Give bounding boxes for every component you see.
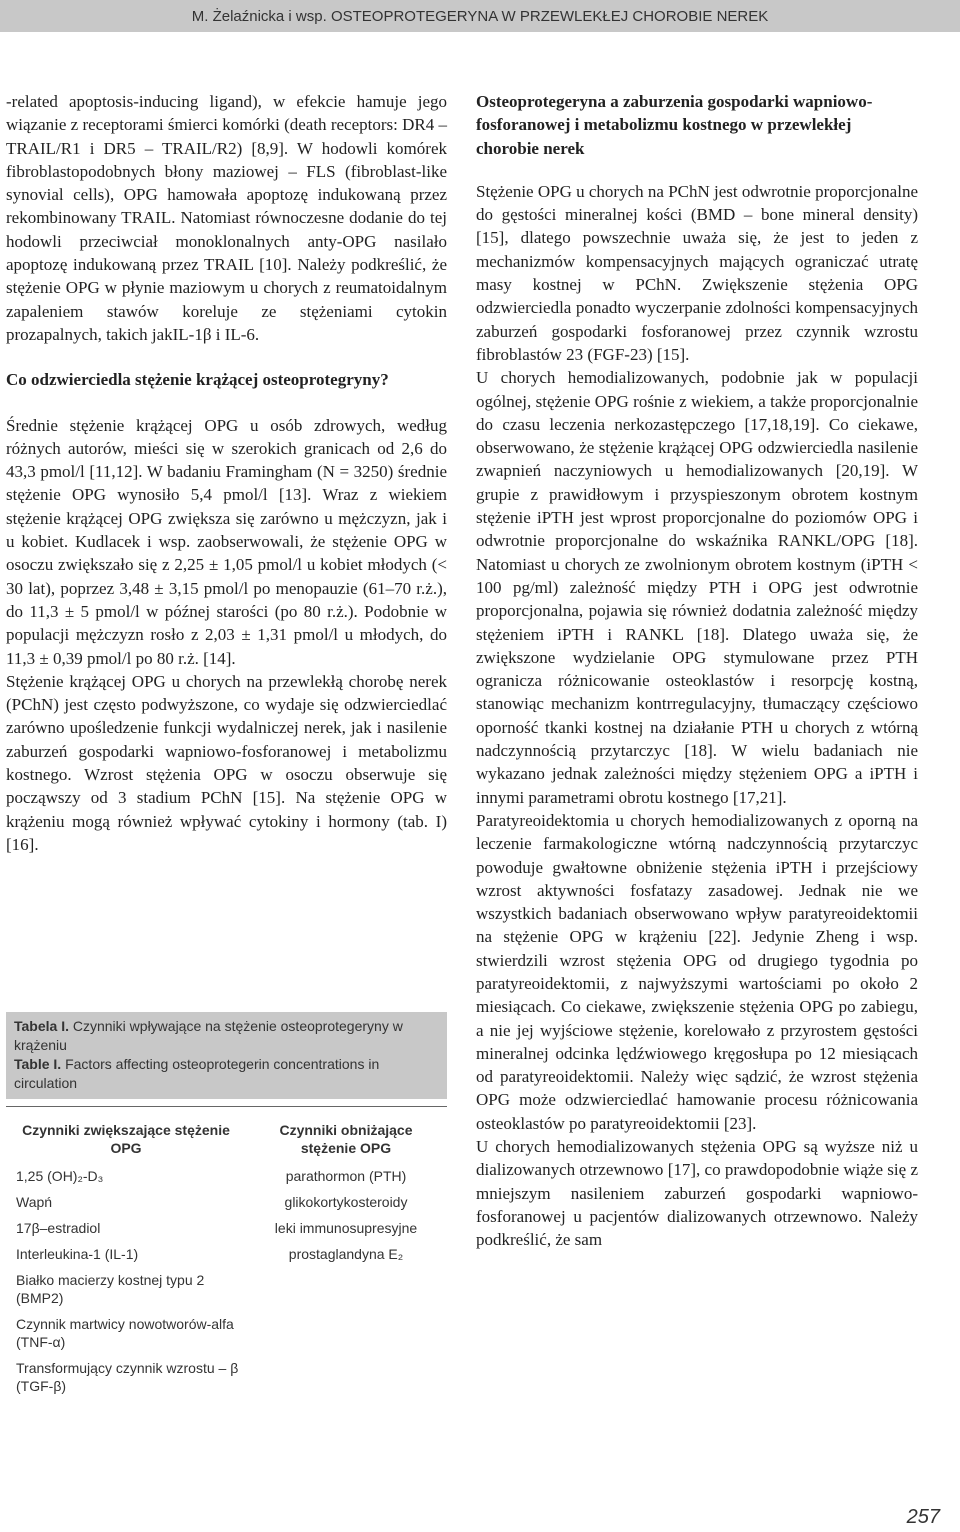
left-column (6, 90, 447, 856)
cell-decreasing (246, 1271, 446, 1307)
cell-increasing: 17β–estradiol (16, 1220, 101, 1236)
cell-increasing: Wapń (16, 1194, 53, 1210)
cell-decreasing: leki immunosupresyjne (274, 1220, 418, 1236)
section-heading: Co odzwierciedla stężenie krążącej osteoprotegryny? (6, 370, 389, 390)
table-1 (6, 1012, 447, 1403)
cell-decreasing: prostaglandyna E₂ (288, 1246, 404, 1262)
column-header-increasing: Czynniki zwiększające stężenie OPG (22, 1122, 230, 1156)
table-row (6, 1193, 447, 1211)
cell-increasing: Interleukina-1 (IL-1) (16, 1246, 139, 1262)
paragraph: U chorych hemodializowanych, podobnie jak w populacji ogólnej, stężenie OPG rośnie z wiekiem, a także proporcjonalnie do czasu leczenia nerkozastępczego [17,18,19]. Co ciekawe, obserwowano, że stężenie krążącej OPG odzwierciedla nasilenie zwapnień naczyniowych u hemodializowanych [20,19]. W grupie z prawidłowym i przyspieszonym obrotem kostnym stężenie iPTH jest wprost proporcjonalne do poziomów OPG i odwrotnie proporcjonalne do wskaźnika RANKL/OPG [18]. Natomiast u chorych ze zwolnionym obrotem kostnym (iPTH < 100 pg/ml) zależność między PTH i OPG jest odwrotnie proporcjonalna, pojawia się również dodatnia zależność między stężeniem iPTH i RANKL [18]. Dlatego uważa się, że zwiększone wydzielanie OPG stymulowane przez PTH ogranicza różnicowanie osteoklastów i resorpcję kostną, stanowiąc mechanizm kontrregulacyjny, tłumaczący częściowo oporność tkanki kostnej na działanie PTH u chorych z wtórną nadczynnością przytarczyc [18]. W wielu badaniach nie wykazano jednak zależności między stężeniem OPG a iPTH i innymi parametrami obrotu kostnego [17,21]. (476, 368, 918, 807)
caption-pl-label: Tabela I. (14, 1018, 69, 1034)
section-heading: Osteoprotegeryna a zaburzenia gospodarki wapniowo-fosforanowej i metabolizmu kostnego w przewlekłej chorobie nerek (476, 92, 873, 158)
cell-increasing: 1,25 (OH)₂-D₃ (16, 1168, 104, 1184)
paragraph: Stężenie krążącej OPG u chorych na przewlekłą chorobę nerek (PChN) jest często podwyższone, co wydaje się odzwierciedlać zarówno upośledzenie funkcji wydalniczej nerek, jak i nasilenie zaburzeń gospodarki wapniowo-fosforanowej i metabolizmu kostnego. Wzrost stężenia OPG w osoczu obserwuje się począwszy od 3 stadium PChN [15]. Na stężenie OPG w krążeniu mogą również wpływać cytokiny i hormony (tab. I) [16]. (6, 671, 447, 854)
paragraph: Paratyreoidektomia u chorych hemodializowanych z oporną na leczenie farmakologiczne wtórną nadczynnością przytarczyc powoduje gwałtowne obniżenie stężenia iPTH i przejściowy wzrost aktywności fosfatazy zasadowej. Jednak nie we wszystkich badaniach obserwowano wpływ paratyreoidektomii na stężenie OPG w krążeniu [22]. Jedynie Zheng i wsp. stwierdzili wzrost stężenia OPG od drugiego tygodnia po paratyreoidektomii, z najwyższymi wartościami po około 2 miesiącach. Co ciekawe, zwiększenie stężenia OPG po zabiegu, a nie jej wyjściowe stężenie, korelowało z przyrostem gęstości mineralnej odcinka lędźwiowego kręgosłupa po 12 miesiącach od paratyreoidektomii. Należy więc sądzić, że wzrost stężenia OPG może odzwierciedlać hamowanie procesu różnicowania osteoklastów po paratyreoidektomii [23]. (476, 810, 918, 1133)
table-rule (6, 1106, 447, 1107)
running-title: M. Żelaźnicka i wsp. OSTEOPROTEGERYNA W PRZEWLEKŁEJ CHOROBIE NEREK (191, 7, 769, 25)
table-row (6, 1219, 447, 1237)
cell-decreasing (246, 1359, 446, 1395)
table-row (6, 1359, 447, 1395)
cell-decreasing (246, 1315, 446, 1351)
table-row (6, 1167, 447, 1185)
table-caption (6, 1012, 447, 1099)
cell-increasing: Białko macierzy kostnej typu 2 (BMP2) (16, 1272, 205, 1306)
cell-decreasing: parathormon (PTH) (285, 1168, 407, 1184)
cell-increasing: Transformujący czynnik wzrostu – β (TGF-β) (16, 1360, 239, 1394)
page-number: 257 (906, 1506, 940, 1528)
cell-increasing: Czynnik martwicy nowotworów-alfa (TNF-α) (16, 1316, 234, 1350)
running-header (0, 0, 960, 32)
paragraph: Stężenie OPG u chorych na PChN jest odwrotnie proporcjonalne do gęstości mineralnej kości (BMD – bone mineral density) [15], dlatego powszechnie uważa się, że jest to jeden z mechanizmów kompensacyjnych mających ograniczać utratę masy kostnej w PChN. Zwiększenie stężenia OPG odzwierciedla ponadto wyczerpanie zdolności kompensacyjnych zaburzeń gospodarki fosforanowej przez czynnik wzrostu fibroblastów 23 (FGF-23) [15]. (476, 181, 918, 364)
table-header-row (6, 1121, 447, 1157)
table-row (6, 1271, 447, 1307)
column-header-decreasing: Czynniki obniżające stężenie OPG (279, 1122, 413, 1156)
right-column (476, 90, 918, 1252)
cell-decreasing: glikokortykosteroidy (284, 1194, 408, 1210)
paragraph: U chorych hemodializowanych stężenia OPG są wyższe niż u dializowanych otrzewnowo [17], co prawdopodobnie wiąże się z mniejszym nasileniem zaburzeń gospodarki wapniowo-fosforanowej u pacjentów dializowanych otrzewnowo. Należy podkreślić, że sam (476, 1137, 918, 1250)
caption-pl: Czynniki wpływające na stężenie osteoprotegeryny w krążeniu (14, 1018, 403, 1053)
table-row (6, 1315, 447, 1351)
paragraph: Średnie stężenie krążącej OPG u osób zdrowych, według różnych autorów, mieści się w szerokich granicach od 2,6 do 43,3 pmol/l [11,12]. W badaniu Framingham (N = 3250) średnie stężenie OPG wynosiło 5,4 pmol/l [13]. Wraz z wiekiem stężenie krążącej OPG zwiększa się zarówno u mężczyzn, jak i u kobiet. Kudlacek i wsp. zaobserwowali, że stężenie OPG w osoczu zwiększało się z 2,25 ± 1,05 pmol/l u kobiet młodych (< 30 lat), poprzez 3,48 ± 3,15 pmol/l po menopauzie (61–70 r.ż.), do 11,3 ± 5 pmol/l w późnej starości (po 80 r.ż.). Podobnie w populacji mężczyzn rosło z 2,03 ± 1,31 pmol/l u młodych, do 11,3 ± 0,39 pmol/l po 80 r.ż. [14]. (6, 415, 447, 668)
caption-en: Factors affecting osteoprotegerin concentrations in circulation (14, 1056, 380, 1091)
table-row (6, 1245, 447, 1263)
caption-en-label: Table I. (14, 1056, 62, 1072)
paragraph: -related apoptosis-inducing ligand), w efekcie hamuje jego wiązanie z receptorami śmierci komórki (death receptors: DR4 – TRAIL/R1 i DR5 – TRAIL/R2) [8,9]. W hodowli komórek fibroblastopodobnych błony maziowej – FLS (fibroblast-like synovial cells), OPG hamowała apoptozę indukowaną przez rekombinowany TRAIL. Natomiast równoczesne dodanie do tej hodowli przeciwciał monoklonalnych anty-OPG nasilało apoptozę indukowaną przez TRAIL [10]. Należy podkreślić, że stężenie OPG w płynie maziowym u chorych z reumatoidalnym zapaleniem stawów koreluje ze stężeniami cytokin prozapalnych, takich jakIL-1β i IL-6. (6, 92, 447, 344)
table-body (6, 1167, 447, 1395)
